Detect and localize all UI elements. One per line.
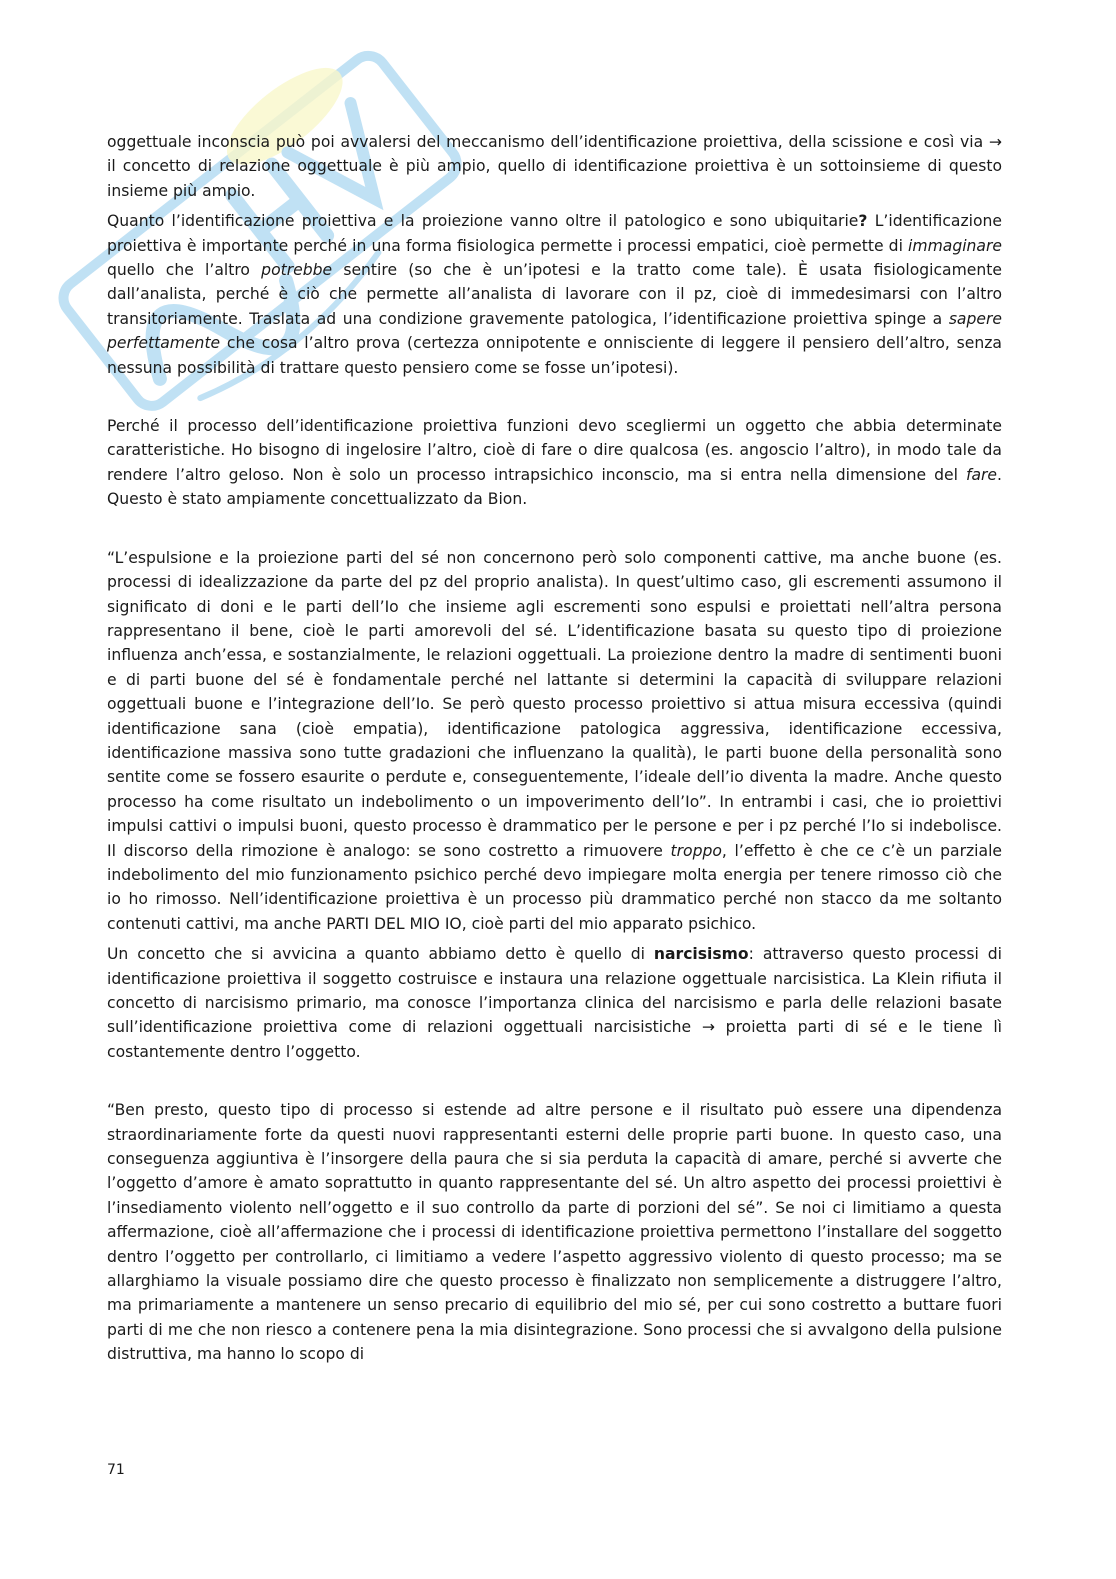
- paragraph-p1: [107, 130, 1002, 203]
- text-span: troppo: [670, 841, 722, 860]
- text-span: fare: [965, 465, 998, 484]
- text-span: Un concetto che si avvicina a quanto abbiamo detto è quello di: [107, 945, 654, 964]
- text-span: “L’espulsione e la proiezione parti del sé non concernono però solo componenti cattive, ma anche buone (es. processi di idealizzazione da parte del pz del proprio analista). In quest’ultimo caso, gli escrementi assumono il significato di doni e le parti dell’Io che insieme agli escrementi sono espulsi e proiettati nell’altra persona rappresentano il bene, cioè le parti amorevoli del sé. L’identificazione basata su questo tipo di proiezione influenza anch’essa, e sostanzialmente, le relazioni oggettuali. La proiezione dentro la madre di sentimenti buoni e di parti buone del sé è fondamentale perché nel lattante si determini la capacità di sviluppare relazioni oggettuali buone e l’integrazione dell’Io. Se però questo processo proiettivo si attua misura eccessiva (quindi identificazione sana (cioè empatia), identificazione patologica aggressiva, identificazione eccessiva, identificazione massiva sono tutte gradazioni che influenzano la qualità), le parti buone della personalità sono sentite come se fossero esaurite o perdute e, conseguentemente, l’ideale dell’io diventa la madre. Anche questo processo ha come risultato un indebolimento o un impoverimento dell’Io”. In entrambi i casi, che io proiettivi impulsi cattivi o impulsi buoni, questo processo è drammatico per le persone e per i pz perché l’Io si indebolisce. Il discorso della rimozione è analogo: se sono costretto a rimuovere: [107, 548, 1002, 860]
- page-number: 71: [107, 1462, 125, 1478]
- paragraph-p3: [107, 414, 1002, 512]
- text-span: “Ben presto, questo tipo di processo si estende ad altre persone e il risultato può essere una dipendenza straordinariamente forte da questi nuovi rappresentanti esterni delle proprie parti buone. In questo caso, una conseguenza aggiuntiva è l’insorgere della paura che si sia perduta la capacità di amare, perché si avverte che l’oggetto d’amore è amato soprattutto in quanto rappresentante del sé. Un altro aspetto dei processi proiettivi è l’insediamento violento nell’oggetto e il suo controllo da parte di porzioni del sé”. Se noi ci limitiamo a questa affermazione, cioè all’affermazione che i processi di identificazione proiettiva permettono l’installare del soggetto dentro l’oggetto per controllarlo, ci limitiamo a vedere l’aspetto aggressivo violento di questo processo; ma se allarghiamo la visuale possiamo dire che questo processo è finalizzato non semplicemente a distruggere l’altro, ma primariamente a mantenere un senso precario di equilibrio del mio sé, per cui sono costretto a buttare fuori parti di me che non riesco a contenere pena la mia disintegrazione. Sono processi che si avvalgono della pulsione distruttiva, ma hanno lo scopo di: [107, 1101, 1002, 1364]
- text-span: , l’effetto è che ce c’è un parziale indebolimento del mio funzionamento psichico perché devo impiegare molta energia per tenere rimosso ciò che io ho rimosso. Nell’identificazione proiettiva è un processo più drammatico perché non stacco da me soltanto contenuti cattivi, ma anche PARTI DEL MIO IO, cioè parti del mio apparato psichico.: [107, 841, 1002, 933]
- text-span: che cosa l’altro prova (certezza onnipotente e onnisciente di leggere il pensiero dell’altro, senza nessuna possibilità di trattare questo pensiero come se fosse un’ipotesi).: [107, 334, 1002, 377]
- text-span: sapere perfettamente: [107, 309, 1002, 353]
- text-span: : attraverso questo processi di identificazione proiettiva il soggetto costruisce e instaura una relazione oggettuale narcisistica. La Klein rifiuta il concetto di narcisismo primario, ma conosce l’importanza clinica del narcisismo e parla delle relazioni basate sull’identificazione proiettiva come di relazioni oggettuali narcisistiche → proietta parti di sé e le tiene lì costantemente dentro l’oggetto.: [107, 945, 1002, 1061]
- text-span: Perché il processo dell’identificazione proiettiva funzioni devo scegliermi un oggetto che abbia determinate caratteristiche. Ho bisogno di ingelosire l’altro, cioè di fare o dire qualcosa (es. angoscio l’altro), in modo tale da rendere l’altro geloso. Non è solo un processo intrapsichico inconscio, ma si entra nella dimensione del: [107, 417, 1002, 484]
- text-span: potrebbe: [261, 261, 333, 280]
- document-body: [107, 130, 1002, 1373]
- paragraph-p6: [107, 1098, 1002, 1366]
- text-span: immaginare: [908, 236, 1002, 255]
- text-span: ?: [858, 212, 868, 231]
- paragraph-p4: [107, 546, 1002, 937]
- text-span: quello che l’altro: [107, 261, 262, 280]
- paragraph-p5: [107, 942, 1002, 1064]
- text-span: sentire (so che è un’ipotesi e la tratto come tale). È usata fisiologicamente dall’analista, perché è ciò che permette all’analista di lavorare con il pz, cioè di immedesimarsi con l’altro transitoriamente. Traslata ad una condizione gravemente patologica, l’identificazione proiettiva spinge a: [107, 261, 1002, 328]
- text-span: . Questo è stato ampiamente concettualizzato da Bion.: [107, 465, 1002, 509]
- paragraph-p2: [107, 209, 1002, 380]
- text-span: narcisismo: [653, 945, 749, 964]
- text-span: L’identificazione proiettiva è importante perché in una forma fisiologica permette i processi empatici, cioè permette di: [107, 212, 1002, 255]
- text-span: Quanto l’identificazione proiettiva e la proiezione vanno oltre il patologico e sono ubiquitarie: [107, 212, 859, 231]
- text-span: oggettuale inconscia può poi avvalersi del meccanismo dell’identificazione proiettiva, della scissione e così via → il concetto di relazione oggettuale è più ampio, quello di identificazione proiettiva è un sottoinsieme di questo insieme più ampio.: [107, 133, 1002, 200]
